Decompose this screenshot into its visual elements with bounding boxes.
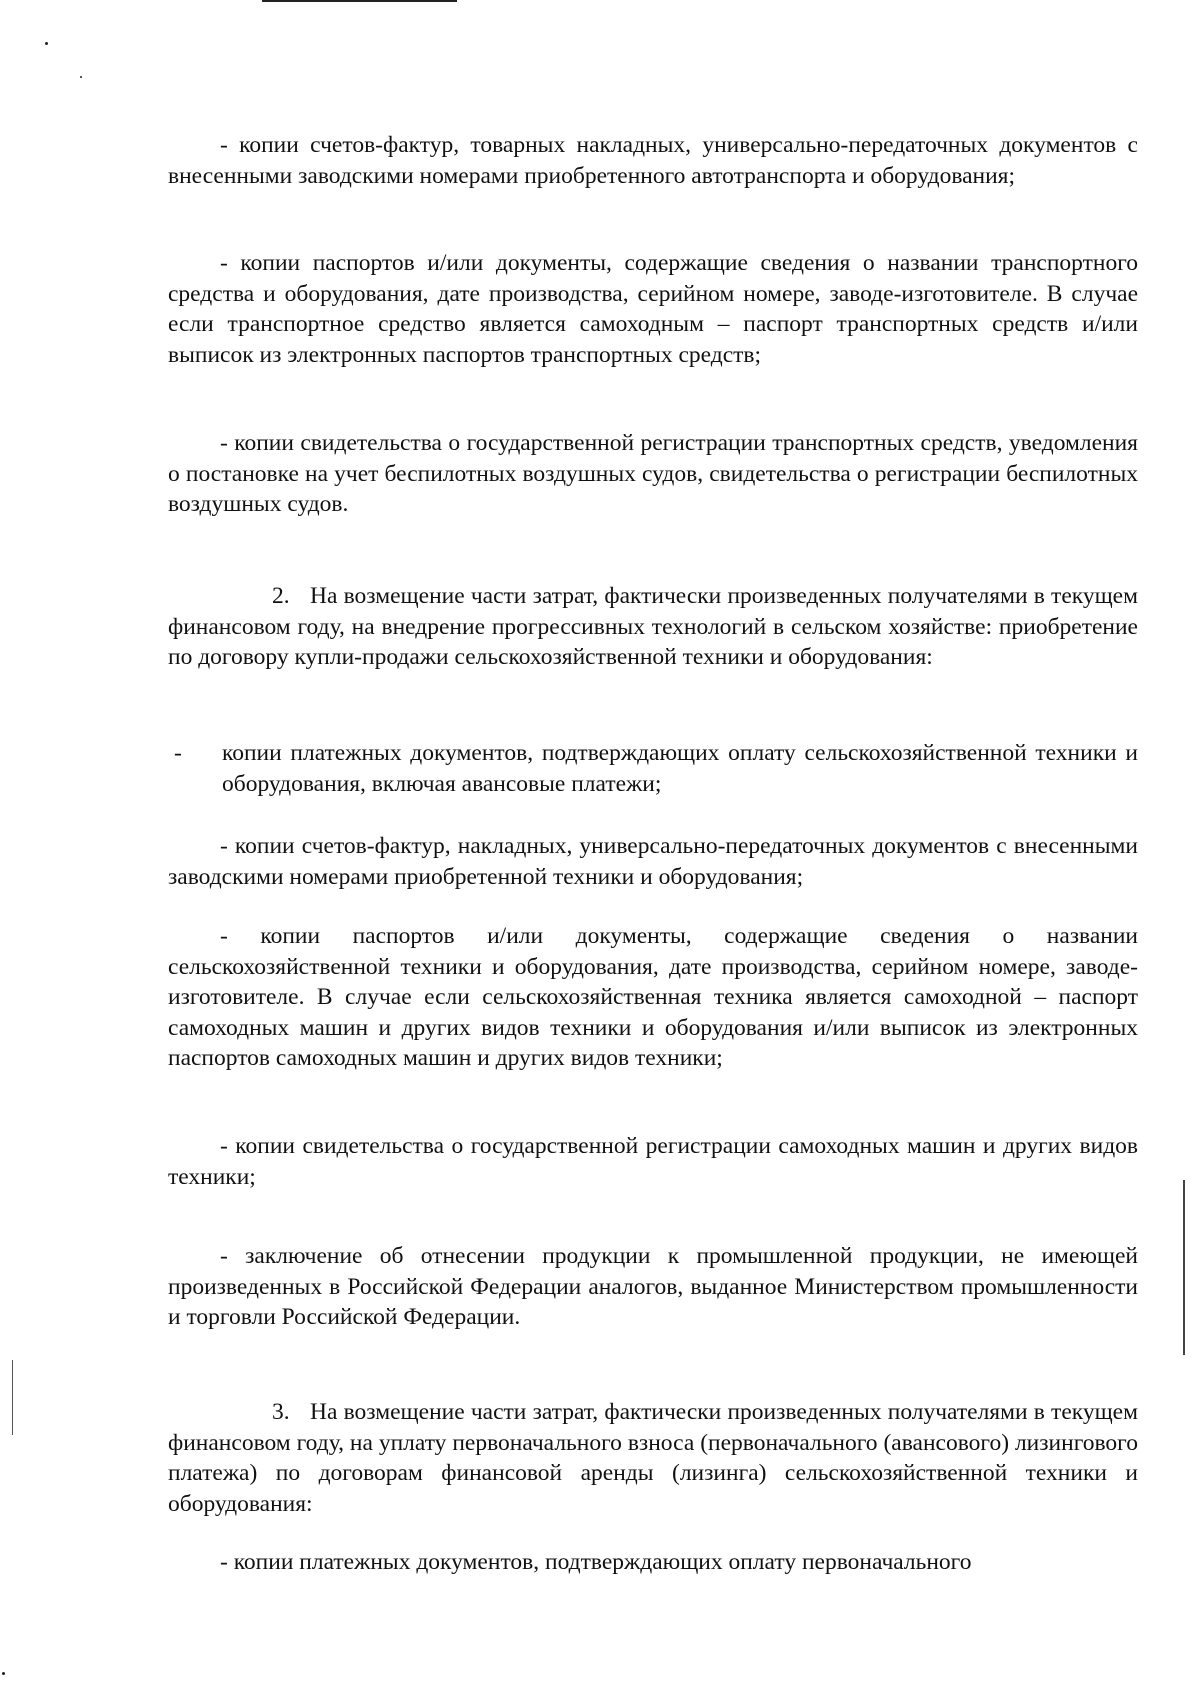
- paragraph-leasing-payments: - копии платежных документов, подтверждающих оплату первоначального: [220, 1549, 972, 1575]
- paragraph-machinery-invoices: - копии счетов-фактур, накладных, универсально-передаточных документов с внесенными заводскими номерами приобретенной техники и оборудования;: [168, 833, 1138, 890]
- scan-dot: [45, 42, 48, 45]
- scan-mark-top: [262, 0, 457, 2]
- paragraph-payment-documents: [174, 738, 1138, 799]
- section-2-heading: [168, 581, 1138, 673]
- scan-dot: [80, 76, 82, 78]
- paragraph-machinery-passports: - копии паспортов и/или документы, содержащие сведения о названии сельскохозяйственной техники и оборудования, дате производства, серийном номере, заводе-изготовителе. В случае если сельскохозяйственная техника является самоходной – паспорт самоходных машин и других видов техники и оборудования и/или выписок из электронных паспортов самоходных машин и других видов техники;: [168, 923, 1138, 1071]
- paragraph-invoices: - копии счетов-фактур, товарных накладных, универсально-передаточных документов с внесенными заводскими номерами приобретенного автотранспорта и оборудования;: [168, 132, 1138, 189]
- section-text: На возмещение части затрат, фактически произведенных получателями в текущем финансовом году, на внедрение прогрессивных технологий в сельском хозяйстве: приобретение по договору купли-продажи сельскохозяйственной техники и оборудования:: [168, 583, 1138, 670]
- section-number: 3.: [272, 1399, 290, 1425]
- paragraph-machinery-registration: - копии свидетельства о государственной регистрации самоходных машин и других видов техники;: [168, 1133, 1138, 1190]
- section-3-heading: [168, 1397, 1138, 1519]
- scan-edge-left: [12, 1360, 13, 1435]
- paragraph-registration-certificates: - копии свидетельства о государственной регистрации транспортных средств, уведомления о постановке на учет беспилотных воздушных судов, свидетельства о регистрации беспилотных воздушных судов.: [168, 430, 1138, 517]
- scan-edge-right: [1183, 1180, 1185, 1355]
- paragraph-industry-conclusion: - заключение об отнесении продукции к промышленной продукции, не имеющей произведенных в Российской Федерации аналогов, выданное Министерством промышленности и торговли Российской Федерации.: [168, 1243, 1138, 1330]
- paragraph-vehicle-passports: - копии паспортов и/или документы, содержащие сведения о названии транспортного средства и оборудования, дате производства, серийном номере, заводе-изготовителе. В случае если транспортное средство является самоходным – паспорт транспортных средств и/или выписок из электронных паспортов транспортных средств;: [168, 250, 1138, 368]
- scan-dot: [2, 1672, 5, 1675]
- list-text: копии платежных документов, подтверждающих оплату сельскохозяйственной техники и оборудования, включая авансовые платежи;: [222, 740, 1138, 797]
- section-text: На возмещение части затрат, фактически произведенных получателями в текущем финансовом году, на уплату первоначального взноса (первоначального (авансового) лизингового платежа) по договорам финансовой аренды (лизинга) сельскохозяйственной техники и оборудования:: [168, 1399, 1138, 1517]
- list-dash: -: [174, 740, 182, 766]
- section-number: 2.: [272, 583, 290, 609]
